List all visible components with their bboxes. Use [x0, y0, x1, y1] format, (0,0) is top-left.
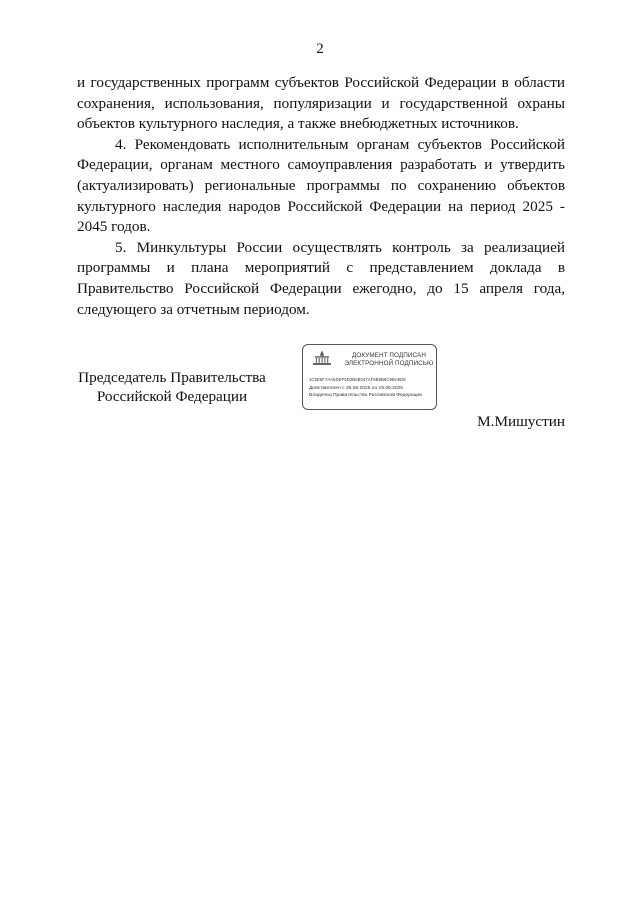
signatory-name: М.Мишустин: [477, 413, 565, 430]
paragraph-item-4: 4. Рекомендовать исполнительным органам субъектов Российской Федерации, органам местного самоуправления разработать и утвердить (актуализировать) региональные программы по сохранению объектов культурного наследия народов Российской Федерации на период 2025 - 2045 годов.: [77, 135, 565, 236]
stamp-certificate: 1C5E5F7AA6DEF5D2B0B047AF5B6B6C9BA5DE: [309, 377, 407, 382]
signatory-title-line-2: Российской Федерации: [96, 388, 248, 405]
stamp-validity: Действителен с 26.06.2025 по 19.09.2026: [309, 386, 403, 391]
government-building-icon: [312, 351, 332, 366]
paragraph-continuation: и государственных программ субъектов Российской Федерации в области сохранения, использования, популяризации и государственной охраны объектов культурного наследия, а также внебюджетных источников.: [77, 74, 565, 133]
page-number: 2: [316, 41, 324, 57]
document-body: [77, 73, 565, 320]
stamp-title-line-2: ЭЛЕКТРОННОЙ ПОДПИСЬЮ: [344, 359, 434, 367]
stamp-owner: Владелец Правительство Российской Федерации: [309, 393, 422, 398]
signatory-title-line-1: Председатель Правительства: [78, 369, 266, 386]
paragraph-item-5: 5. Минкультуры России осуществлять контроль за реализацией программы и плана мероприятий с представлением доклада в Правительство Российской Федерации ежегодно, до 15 апреля года, следующего за отчетным периодом.: [77, 238, 565, 318]
signatory-title: [77, 368, 267, 406]
stamp-title-line-1: ДОКУМЕНТ ПОДПИСАН: [352, 352, 426, 359]
electronic-signature-stamp: [302, 344, 437, 410]
stamp-title: [343, 352, 435, 367]
